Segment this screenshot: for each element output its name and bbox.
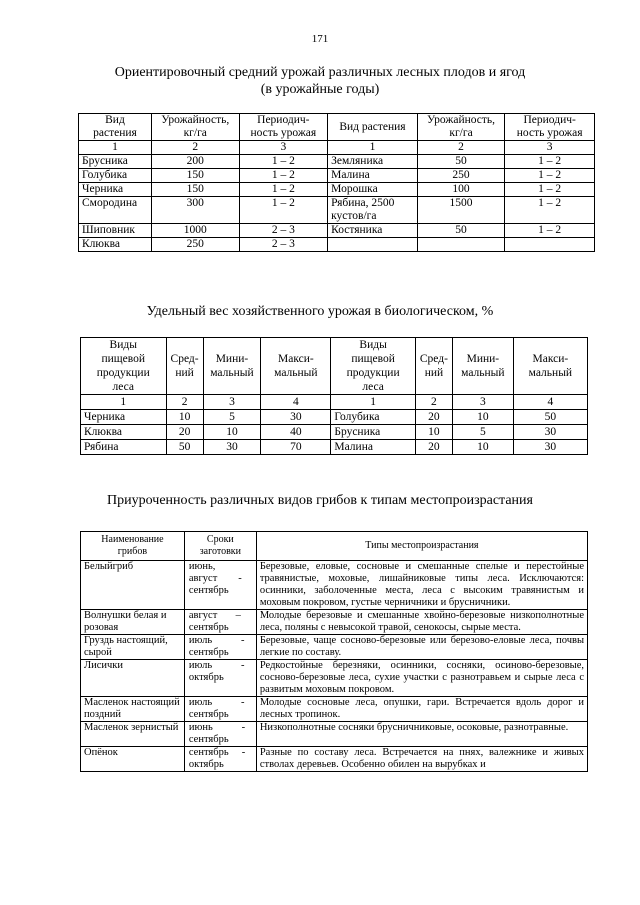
table-cell: 20 (166, 425, 203, 440)
table-cell: 1 (328, 141, 418, 155)
habitat-description: Разные по составу леса. Встречается на пнях, валежнике и живых стволах деревьев. Особенно обилен на вырубках и (256, 747, 587, 772)
table-cell: 50 (417, 224, 505, 238)
table-cell: 1 (79, 141, 152, 155)
table-row (79, 224, 595, 238)
table-row (81, 635, 588, 660)
table-row (79, 238, 595, 252)
table-cell: Голубика (331, 410, 416, 425)
col-header-species-right: Вид растения (328, 114, 418, 141)
table-cell: Клюква (81, 425, 167, 440)
harvest-time: июль - сентябрь (184, 697, 256, 722)
table-cell: 300 (151, 197, 239, 224)
harvest-time: июнь - сентябрь (184, 722, 256, 747)
table-cell: 10 (166, 410, 203, 425)
col-header-min-right: Мини- мальный (452, 338, 513, 395)
table-cell: 10 (452, 440, 513, 455)
col-header-min: Мини- мальный (203, 338, 261, 395)
table-cell: Рябина (81, 440, 167, 455)
table-header-row (81, 532, 588, 561)
table-cell: 5 (452, 425, 513, 440)
table-row (81, 747, 588, 772)
table-cell: Рябина, 2500 кустов/га (328, 197, 418, 224)
table-row (79, 169, 595, 183)
table1-title (0, 64, 640, 98)
table2-title: Удельный вес хозяйственного урожая в биологическом, % (146, 304, 494, 319)
harvest-time: июль - октябрь (184, 660, 256, 697)
table-cell: Черника (81, 410, 167, 425)
mushroom-name: Масленок настоящий поздний (81, 697, 185, 722)
col-header-species: Вид растения (79, 114, 152, 141)
col-header-name: Наименование грибов (81, 532, 185, 561)
table-row (79, 155, 595, 169)
table-cell: 1 – 2 (239, 197, 328, 224)
table-cell: 2 (417, 141, 505, 155)
yield-table (78, 113, 595, 252)
table-row (81, 722, 588, 747)
table-cell: 1 (331, 395, 416, 410)
habitat-description: Молодые березовые и смешанные хвойно-березовые низкополнотные леса, поляны с невысокой травой, сенокосы, сырые места. (256, 610, 587, 635)
table-cell: 3 (452, 395, 513, 410)
table-cell: 4 (513, 395, 587, 410)
table-cell: 50 (513, 410, 587, 425)
table-cell: 50 (417, 155, 505, 169)
table-cell: 30 (513, 440, 587, 455)
table-cell: 3 (203, 395, 261, 410)
table-cell: Малина (328, 169, 418, 183)
table-row (79, 183, 595, 197)
col-header-yield: Урожайность, кг/га (151, 114, 239, 141)
habitat-description: Березовые, еловые, сосновые и смешанные спелые и перестойные травянистые, моховые, лишайниковые типы леса. Исключаются: осинники, заболоченные места, леса с высоким травянистым и моховым покровом, густые черничники и брусничники. (256, 561, 587, 610)
table-cell: 1500 (417, 197, 505, 224)
table-cell: 2 (415, 395, 452, 410)
table-cell: Голубика (79, 169, 152, 183)
table-cell: 1 – 2 (239, 155, 328, 169)
col-header-species-right: Виды пищевой продукции леса (331, 338, 416, 395)
table-cell: 1 – 2 (505, 197, 595, 224)
mushroom-name: Масленок зернистый (81, 722, 185, 747)
table-row (81, 697, 588, 722)
table-row (81, 425, 588, 440)
table-cell: 1 (81, 395, 167, 410)
table-cell: 40 (261, 425, 331, 440)
table-row (81, 410, 588, 425)
col-header-avg-right: Сред- ний (415, 338, 452, 395)
table1-title-line1: Ориентировочный средний урожай различных лесных плодов и ягод (114, 65, 526, 80)
table-cell: 1000 (151, 224, 239, 238)
habitat-description: Березовые, чаще сосново-березовые или березово-еловые леса, почвы легкие по составу. (256, 635, 587, 660)
table-cell: Смородина (79, 197, 152, 224)
harvest-time: сентябрь - октябрь (184, 747, 256, 772)
harvest-time: июнь, август - сентябрь (184, 561, 256, 610)
mushroom-habitat-table (80, 531, 588, 772)
table-cell: 2 – 3 (239, 238, 328, 252)
table-cell: Малина (331, 440, 416, 455)
table-header-row (79, 114, 595, 141)
table-cell: 30 (513, 425, 587, 440)
table3-title: Приуроченность различных видов грибов к типам местопроизрастания (107, 493, 533, 508)
col-header-species: Виды пищевой продукции леса (81, 338, 167, 395)
table-cell: 10 (415, 425, 452, 440)
table-cell: 50 (166, 440, 203, 455)
table-cell: Клюква (79, 238, 152, 252)
table-cell: 2 (166, 395, 203, 410)
table-cell: 1 – 2 (505, 224, 595, 238)
table-cell: Черника (79, 183, 152, 197)
mushroom-name: Опёнок (81, 747, 185, 772)
table-number-row (79, 141, 595, 155)
table-cell: 1 – 2 (239, 183, 328, 197)
col-header-habitat: Типы местопроизрастания (256, 532, 587, 561)
table-cell: 2 (151, 141, 239, 155)
table-header-row (81, 338, 588, 395)
table-cell: 30 (203, 440, 261, 455)
table-cell: 3 (505, 141, 595, 155)
col-header-period-right: Периодич- ность урожая (505, 114, 595, 141)
table-cell: Шиповник (79, 224, 152, 238)
table-number-row (81, 395, 588, 410)
table-cell: 70 (261, 440, 331, 455)
table-row (81, 561, 588, 610)
table-cell: 150 (151, 183, 239, 197)
col-header-max: Макси- мальный (261, 338, 331, 395)
table-cell: Земляника (328, 155, 418, 169)
col-header-avg: Сред- ний (166, 338, 203, 395)
col-header-yield-right: Урожайность, кг/га (417, 114, 505, 141)
yield-share-table (80, 337, 588, 455)
table-cell (417, 238, 505, 252)
col-header-max-right: Макси- мальный (513, 338, 587, 395)
habitat-description: Низкополнотные сосняки брусничниковые, осоковые, разнотравные. (256, 722, 587, 747)
table-cell: 4 (261, 395, 331, 410)
table1-title-line2: (в урожайные годы) (260, 82, 380, 97)
mushroom-name: Белыйгриб (81, 561, 185, 610)
table-cell: 30 (261, 410, 331, 425)
table-cell: 250 (151, 238, 239, 252)
table-cell: 10 (203, 425, 261, 440)
table-cell: 1 – 2 (505, 183, 595, 197)
table-cell: Брусника (79, 155, 152, 169)
col-header-time: Сроки заготовки (184, 532, 256, 561)
mushroom-name: Волнушки белая и розовая (81, 610, 185, 635)
mushroom-name: Лисички (81, 660, 185, 697)
table-cell: 20 (415, 410, 452, 425)
table-cell: 250 (417, 169, 505, 183)
table-cell (505, 238, 595, 252)
table-cell: 100 (417, 183, 505, 197)
table-cell: 3 (239, 141, 328, 155)
table-cell (328, 238, 418, 252)
table-row (79, 197, 595, 224)
table-cell: 200 (151, 155, 239, 169)
table-cell: 150 (151, 169, 239, 183)
table-cell: 20 (415, 440, 452, 455)
table-cell: 1 – 2 (505, 155, 595, 169)
table-cell: Брусника (331, 425, 416, 440)
col-header-period: Периодич- ность урожая (239, 114, 328, 141)
table-row (81, 660, 588, 697)
habitat-description: Молодые сосновые леса, опушки, гари. Встречается вдоль дорог и лесных тропинок. (256, 697, 587, 722)
table-cell: 1 – 2 (239, 169, 328, 183)
table-cell: 5 (203, 410, 261, 425)
habitat-description: Редкостойные березняки, осинники, сосняки, осиново-березовые, сосново-березовые леса, сухие участки с разнотравьем и сырые леса с развитым моховым покровом. (256, 660, 587, 697)
table-cell: 10 (452, 410, 513, 425)
table-cell: Морошка (328, 183, 418, 197)
table-row (81, 610, 588, 635)
table-cell: Костяника (328, 224, 418, 238)
harvest-time: июль - сентябрь (184, 635, 256, 660)
harvest-time: август – сентябрь (184, 610, 256, 635)
table-cell: 1 – 2 (505, 169, 595, 183)
table-row (81, 440, 588, 455)
table-cell: 2 – 3 (239, 224, 328, 238)
mushroom-name: Груздь настоящий, сырой (81, 635, 185, 660)
page-number: 171 (311, 33, 329, 45)
